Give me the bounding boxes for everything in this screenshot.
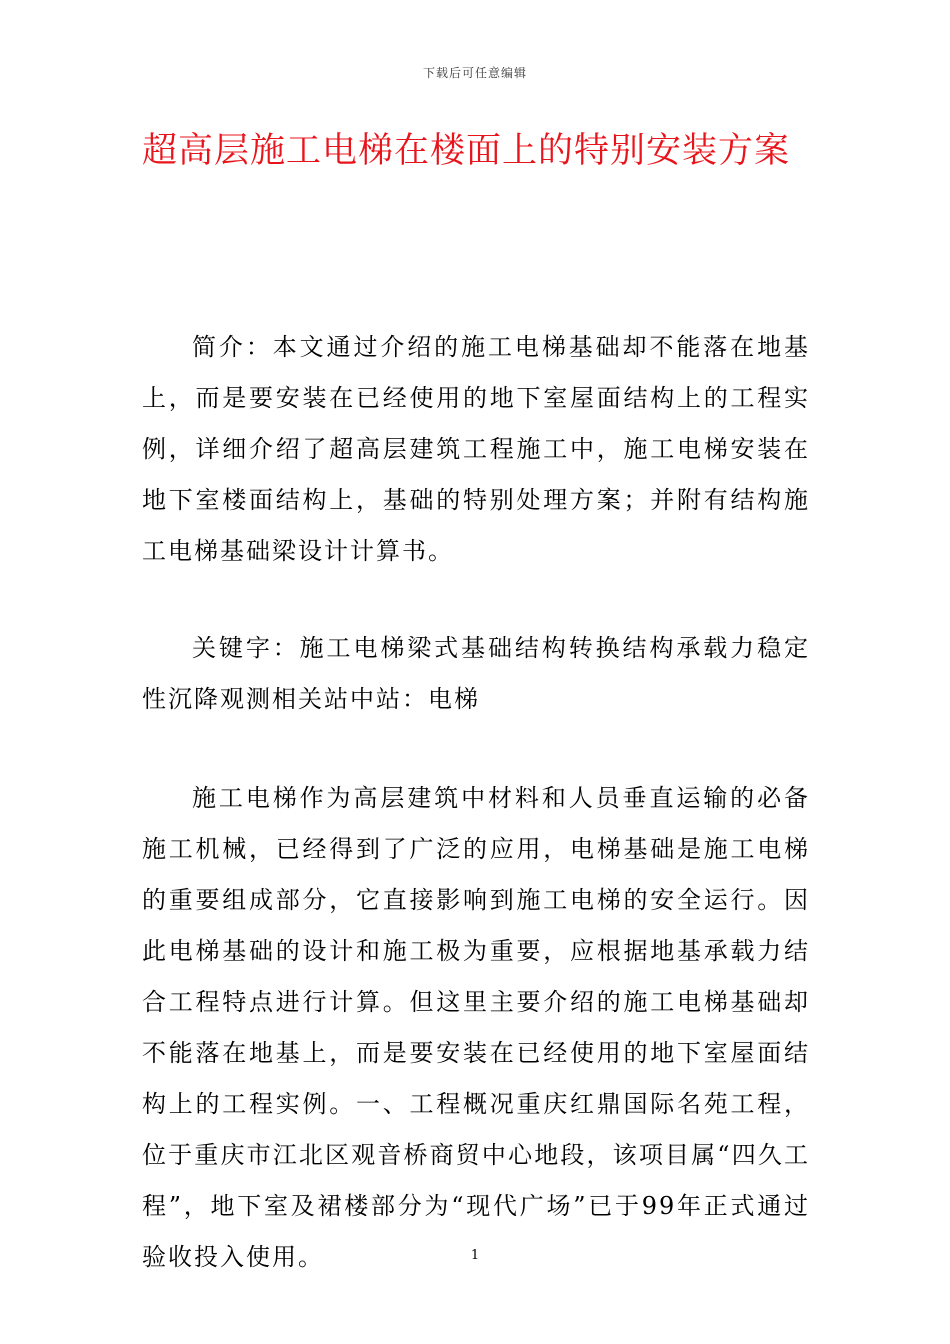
header-note: 下载后可任意编辑 (422, 66, 527, 80)
page-number: 1 (470, 1248, 480, 1263)
document-title: 超高层施工电梯在楼面上的特别安装方案 (142, 131, 791, 171)
body-paragraph: 施工电梯作为高层建筑中材料和人员垂直运输的必备施工机械，已经得到了广泛的应用，电梯基础是施工电梯的重要组成部分，它直接影响到施工电梯的安全运行。因此电梯基础的设计和施工极为重要，应根据地基承载力结合工程特点进行计算。但这里主要介绍的施工电梯基础却不能落在地基上，而是要安装在已经使用的地下室屋面结构上的工程实例。一、工程概况重庆红鼎国际名苑工程，位于重庆市江北区观音桥商贸中心地段，该项目属“四久工程”，地下室及裙楼部分为“现代广场”已于99年正式通过验收投入使用。 (142, 784, 810, 1271)
abstract-paragraph: 简介：本文通过介绍的施工电梯基础却不能落在地基上，而是要安装在已经使用的地下室屋面结构上的工程实例，详细介绍了超高层建筑工程施工中，施工电梯安装在地下室楼面结构上，基础的特别处理方案；并附有结构施工电梯基础梁设计计算书。 (142, 333, 810, 565)
keywords-paragraph: 关键字：施工电梯梁式基础结构转换结构承载力稳定性沉降观测相关站中站：电梯 (142, 634, 810, 713)
